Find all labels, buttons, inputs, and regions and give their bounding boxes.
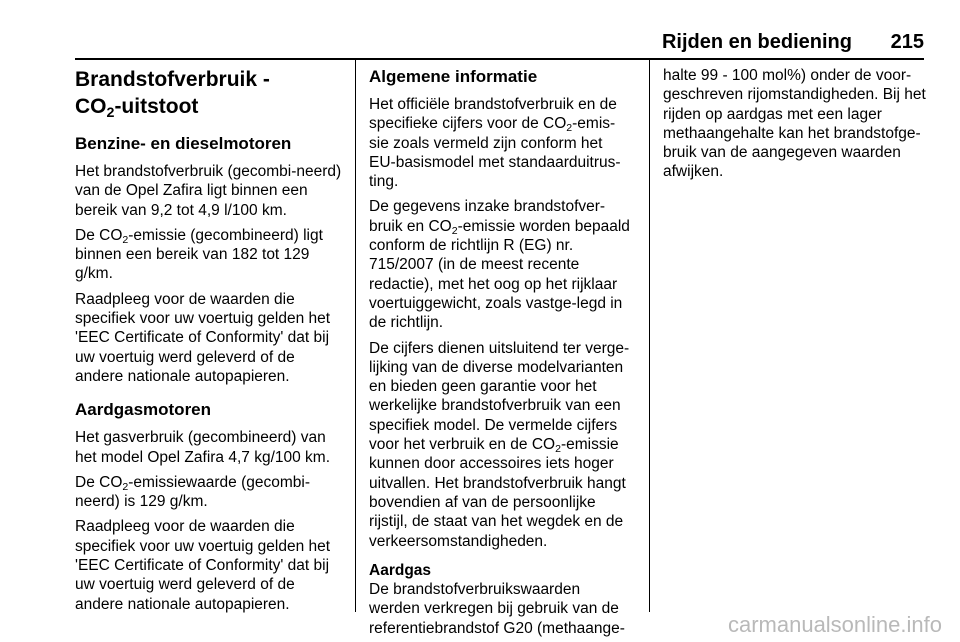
paragraph-methane-content: halte 99 - 100 mol%) onder de voor-geschreven rijomstandigheden. Bij het rijden op aardgas met een lager methaangehalte kan het brandstofge-bruik van de aangegeven waarden afwijken. bbox=[663, 67, 926, 181]
page-number: 215 bbox=[890, 31, 924, 53]
paragraph-reference-fuel: De brandstofverbruikswaarden werden verkregen bij gebruik van de referentiebrandstof G20 (methaange- bbox=[369, 581, 625, 637]
chapter-title: Rijden en bediening bbox=[661, 31, 852, 53]
paragraph-directive: De gegevens inzake brandstofver-bruik en CO2-emissie worden bepaald conform de richtlijn R (EG) nr. 715/2007 (in de meest recente redactie), met het oog op het rijklaar voertuiggewicht, zoals vastge-legd in de richtlijn. bbox=[369, 198, 630, 332]
subheading-natural-gas: Aardgas bbox=[369, 561, 432, 579]
paragraph-gas-co2: De CO2-emissiewaarde (gecombi-neerd) is 129 g/km. bbox=[75, 473, 310, 511]
heading-natural-gas-engines: Aardgasmotoren bbox=[75, 400, 212, 420]
column-right bbox=[663, 60, 927, 612]
paragraph-official-figures: Het officiële brandstofverbruik en de specifieke cijfers voor de CO2-emis-sie zoals vermeld zijn conform het EU-basismodel met standaarduitrus-ting. bbox=[369, 96, 621, 191]
section-title: Brandstofverbruik - CO2-uitstoot bbox=[75, 68, 270, 121]
heading-general-information: Algemene informatie bbox=[369, 67, 538, 86]
paragraph-gas-consumption: Het gasverbruik (gecombineerd) van het model Opel Zafira 4,7 kg/100 km. bbox=[75, 429, 331, 466]
paragraph-comparison: De cijfers dienen uitsluitend ter verge-lijking van de diverse modelvarianten en bieden geen garantie voor het werkelijke brandstofverbruik van een specifiek model. De vermelde cijfers voor het verbruik en de CO2-emissie kunnen door accessoires iets hoger uitvallen. Het brandstofverbruik hangt bovendien af van de persoonlijke rijstijl, de staat van het wegdek en de verkeersomstandigheden. bbox=[369, 339, 630, 550]
watermark: carmanualsonline.info bbox=[727, 612, 942, 637]
paragraph-gas-certificate-note: Raadpleeg voor de waarden die specifiek voor uw voertuig gelden het 'EEC Certificate of Conformity' dat bij uw voertuig werd geleverd of de andere nationale autopapieren. bbox=[75, 518, 331, 613]
column-divider-1 bbox=[355, 60, 356, 612]
heading-petrol-diesel: Benzine- en dieselmotoren bbox=[75, 134, 292, 153]
paragraph-fuel-consumption: Het brandstofverbruik (gecombi-neerd) van de Opel Zafira ligt binnen een bereik van 9,2 tot 4,9 l/100 km. bbox=[75, 163, 342, 219]
column-left bbox=[75, 60, 345, 612]
column-divider-2 bbox=[649, 60, 650, 612]
column-middle bbox=[369, 60, 633, 637]
paragraph-co2-emission: De CO2-emissie (gecombineerd) ligt binnen een bereik van 182 tot 129 g/km. bbox=[75, 226, 323, 283]
paragraph-certificate-note: Raadpleeg voor de waarden die specifiek voor uw voertuig gelden het 'EEC Certificate of Conformity' dat bij uw voertuig werd geleverd of de andere nationale autopapieren. bbox=[75, 290, 331, 385]
